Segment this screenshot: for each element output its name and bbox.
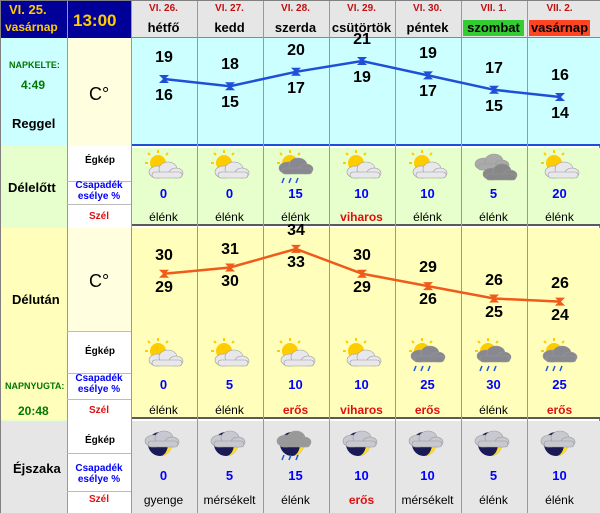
- forenoon-precip: 5: [489, 186, 498, 201]
- night-precip: 15: [288, 468, 303, 483]
- moon-rain-icon: [276, 427, 316, 463]
- day-name: csütörtök: [331, 20, 392, 35]
- night-precip: 5: [225, 468, 234, 483]
- afternoon-precip: 25: [552, 377, 567, 392]
- afternoon-max-temp: 30: [155, 246, 173, 264]
- morning-max-temp: 16: [551, 67, 569, 84]
- night-precip: 5: [489, 468, 498, 483]
- night-precip: 0: [159, 468, 168, 483]
- day-name: szerda: [274, 20, 317, 35]
- afternoon-min-temp: 24: [551, 306, 569, 324]
- forenoon-wind: élénk: [413, 210, 442, 224]
- afternoon-precip: 5: [225, 377, 234, 392]
- day-date: VII. 2.: [546, 3, 573, 14]
- rain-cloud-icon: [540, 338, 580, 374]
- rain-cloud-icon: [276, 150, 316, 186]
- afternoon-precip-label: Csapadék esélye %: [75, 373, 123, 395]
- moon-cloud-icon: [408, 427, 448, 463]
- partly-cloudy-icon: [144, 150, 184, 186]
- moon-cloud-icon: [540, 427, 580, 463]
- grid-line: [263, 1, 264, 513]
- afternoon-min-temp: 26: [419, 291, 437, 309]
- night-precip: 10: [552, 468, 567, 483]
- day-name: péntek: [406, 20, 449, 35]
- morning-label: Reggel: [12, 116, 56, 131]
- moon-cloud-icon: [474, 427, 514, 463]
- afternoon-max-temp: 31: [221, 240, 239, 258]
- forenoon-wind: viharos: [340, 210, 383, 224]
- morning-unit: C°: [89, 84, 110, 104]
- afternoon-precip: 30: [486, 377, 501, 392]
- forenoon-precip: 15: [288, 186, 303, 201]
- sunset-label: NAPNYUGTA:: [5, 381, 65, 391]
- grid-line: [527, 1, 528, 513]
- afternoon-max-temp: 26: [551, 274, 569, 292]
- grid-line: [197, 1, 198, 513]
- day-date: VI. 28.: [281, 3, 310, 14]
- afternoon-min-temp: 29: [155, 278, 173, 296]
- night-sky-label: Égkép: [85, 435, 116, 446]
- night-wind: erős: [348, 493, 375, 507]
- forenoon-precip: 0: [159, 186, 168, 201]
- morning-min-temp: 15: [485, 97, 503, 115]
- moon-cloud-icon: [342, 427, 382, 463]
- night-precip: 10: [354, 468, 369, 483]
- night-wind: élénk: [479, 493, 508, 507]
- forenoon-wind: élénk: [281, 210, 310, 224]
- grid-line: [395, 1, 396, 513]
- day-date: VI. 26.: [149, 3, 178, 14]
- afternoon-wind-label: Szél: [89, 405, 110, 416]
- afternoon-wind: élénk: [149, 403, 178, 417]
- afternoon-label: Délután: [12, 292, 60, 307]
- cloudy-icon: [474, 150, 514, 186]
- sunrise-label: NAPKELTE:: [9, 60, 60, 70]
- morning-min-temp: 17: [287, 79, 305, 97]
- night-wind-label: Szél: [89, 494, 110, 505]
- partly-cloudy-icon: [540, 150, 580, 186]
- forenoon-wind: élénk: [479, 210, 508, 224]
- day-date: VI. 29.: [347, 3, 376, 14]
- day-date: VI. 27.: [215, 3, 244, 14]
- grid-line: [67, 453, 131, 454]
- night-wind: mérsékelt: [401, 493, 454, 507]
- forenoon-precip: 20: [552, 186, 567, 201]
- day-header: [131, 1, 196, 38]
- morning-max-temp: 21: [353, 31, 371, 48]
- grid-line: [67, 399, 131, 400]
- today-header: [1, 1, 131, 38]
- afternoon-max-temp: 26: [485, 271, 503, 289]
- grid-line: [67, 331, 131, 332]
- afternoon-wind: erős: [282, 403, 309, 417]
- day-name: vasárnap: [530, 20, 589, 35]
- afternoon-wind: viharos: [340, 403, 383, 417]
- day-name: szombat: [463, 20, 524, 36]
- morning-min-temp: 19: [353, 69, 371, 86]
- morning-max-temp: 19: [419, 45, 437, 63]
- day-name: hétfő: [147, 20, 180, 35]
- day-header: [461, 1, 526, 38]
- partly-cloudy-icon: [342, 150, 382, 186]
- partly-cloudy-icon: [276, 338, 316, 374]
- afternoon-wind: élénk: [479, 403, 508, 417]
- night-wind: mérsékelt: [203, 493, 256, 507]
- rain-cloud-icon: [408, 338, 448, 374]
- afternoon-wind: erős: [414, 403, 441, 417]
- morning-max-temp: 19: [155, 49, 173, 66]
- morning-min-temp: 15: [221, 94, 239, 112]
- grid-line: [461, 1, 462, 513]
- afternoon-max-temp: 34: [287, 221, 305, 239]
- day-date: VI. 30.: [413, 3, 442, 14]
- afternoon-precip: 10: [354, 377, 369, 392]
- morning-min-temp: 14: [551, 105, 569, 122]
- grid-line: [67, 204, 131, 205]
- morning-min-temp: 17: [419, 83, 437, 101]
- today-day: vasárnap: [5, 20, 58, 34]
- afternoon-min-temp: 29: [353, 278, 371, 296]
- forenoon-precip: 0: [225, 186, 234, 201]
- grid-line: [329, 1, 330, 513]
- afternoon-wind: élénk: [215, 403, 244, 417]
- partly-cloudy-icon: [144, 338, 184, 374]
- forenoon-precip-label: Csapadék esélye %: [75, 180, 123, 202]
- day-header: [527, 1, 592, 38]
- morning-min-temp: 16: [155, 87, 173, 104]
- afternoon-wind: erős: [546, 403, 573, 417]
- morning-max-temp: 18: [221, 56, 239, 74]
- forenoon-label: Délelőtt: [8, 180, 56, 195]
- partly-cloudy-icon: [210, 150, 250, 186]
- forenoon-wind: élénk: [215, 210, 244, 224]
- forenoon-precip: 10: [420, 186, 435, 201]
- afternoon-min-temp: 25: [485, 303, 503, 321]
- morning-max-temp: 17: [485, 59, 503, 77]
- partly-cloudy-icon: [342, 338, 382, 374]
- night-wind: gyenge: [143, 493, 184, 507]
- moon-cloud-icon: [210, 427, 250, 463]
- moon-cloud-icon: [144, 427, 184, 463]
- night-precip-label: Csapadék esélye %: [75, 463, 123, 485]
- afternoon-precip: 0: [159, 377, 168, 392]
- forenoon-wind-label: Szél: [89, 211, 110, 222]
- day-date: VII. 1.: [480, 3, 507, 14]
- forenoon-sky-label: Égkép: [85, 155, 116, 166]
- night-precip: 10: [420, 468, 435, 483]
- day-name: kedd: [214, 20, 245, 35]
- grid-line: [131, 1, 132, 513]
- afternoon-precip: 25: [420, 377, 435, 392]
- current-time: 13:00: [73, 11, 117, 30]
- night-wind: élénk: [281, 493, 310, 507]
- rain-cloud-icon: [474, 338, 514, 374]
- grid-line: [67, 1, 68, 513]
- sunset-time: 20:48: [18, 404, 49, 418]
- day-header: [263, 1, 328, 38]
- forenoon-wind: élénk: [149, 210, 178, 224]
- afternoon-precip: 10: [288, 377, 303, 392]
- afternoon-unit: C°: [89, 271, 110, 291]
- partly-cloudy-icon: [408, 150, 448, 186]
- day-header: [197, 1, 262, 38]
- afternoon-sky-label: Égkép: [85, 346, 116, 357]
- day-header: [395, 1, 460, 38]
- afternoon-max-temp: 30: [353, 246, 371, 264]
- afternoon-max-temp: 29: [419, 259, 437, 277]
- forenoon-wind: élénk: [545, 210, 574, 224]
- night-label: Éjszaka: [13, 461, 61, 476]
- sunrise-time: 4:49: [21, 78, 46, 92]
- partly-cloudy-icon: [210, 338, 250, 374]
- grid-line: [67, 491, 131, 492]
- forenoon-precip: 10: [354, 186, 369, 201]
- morning-max-temp: 20: [287, 41, 305, 59]
- afternoon-min-temp: 33: [287, 253, 305, 271]
- today-date: VI. 25.: [9, 2, 47, 17]
- afternoon-min-temp: 30: [221, 272, 239, 290]
- night-wind: élénk: [545, 493, 574, 507]
